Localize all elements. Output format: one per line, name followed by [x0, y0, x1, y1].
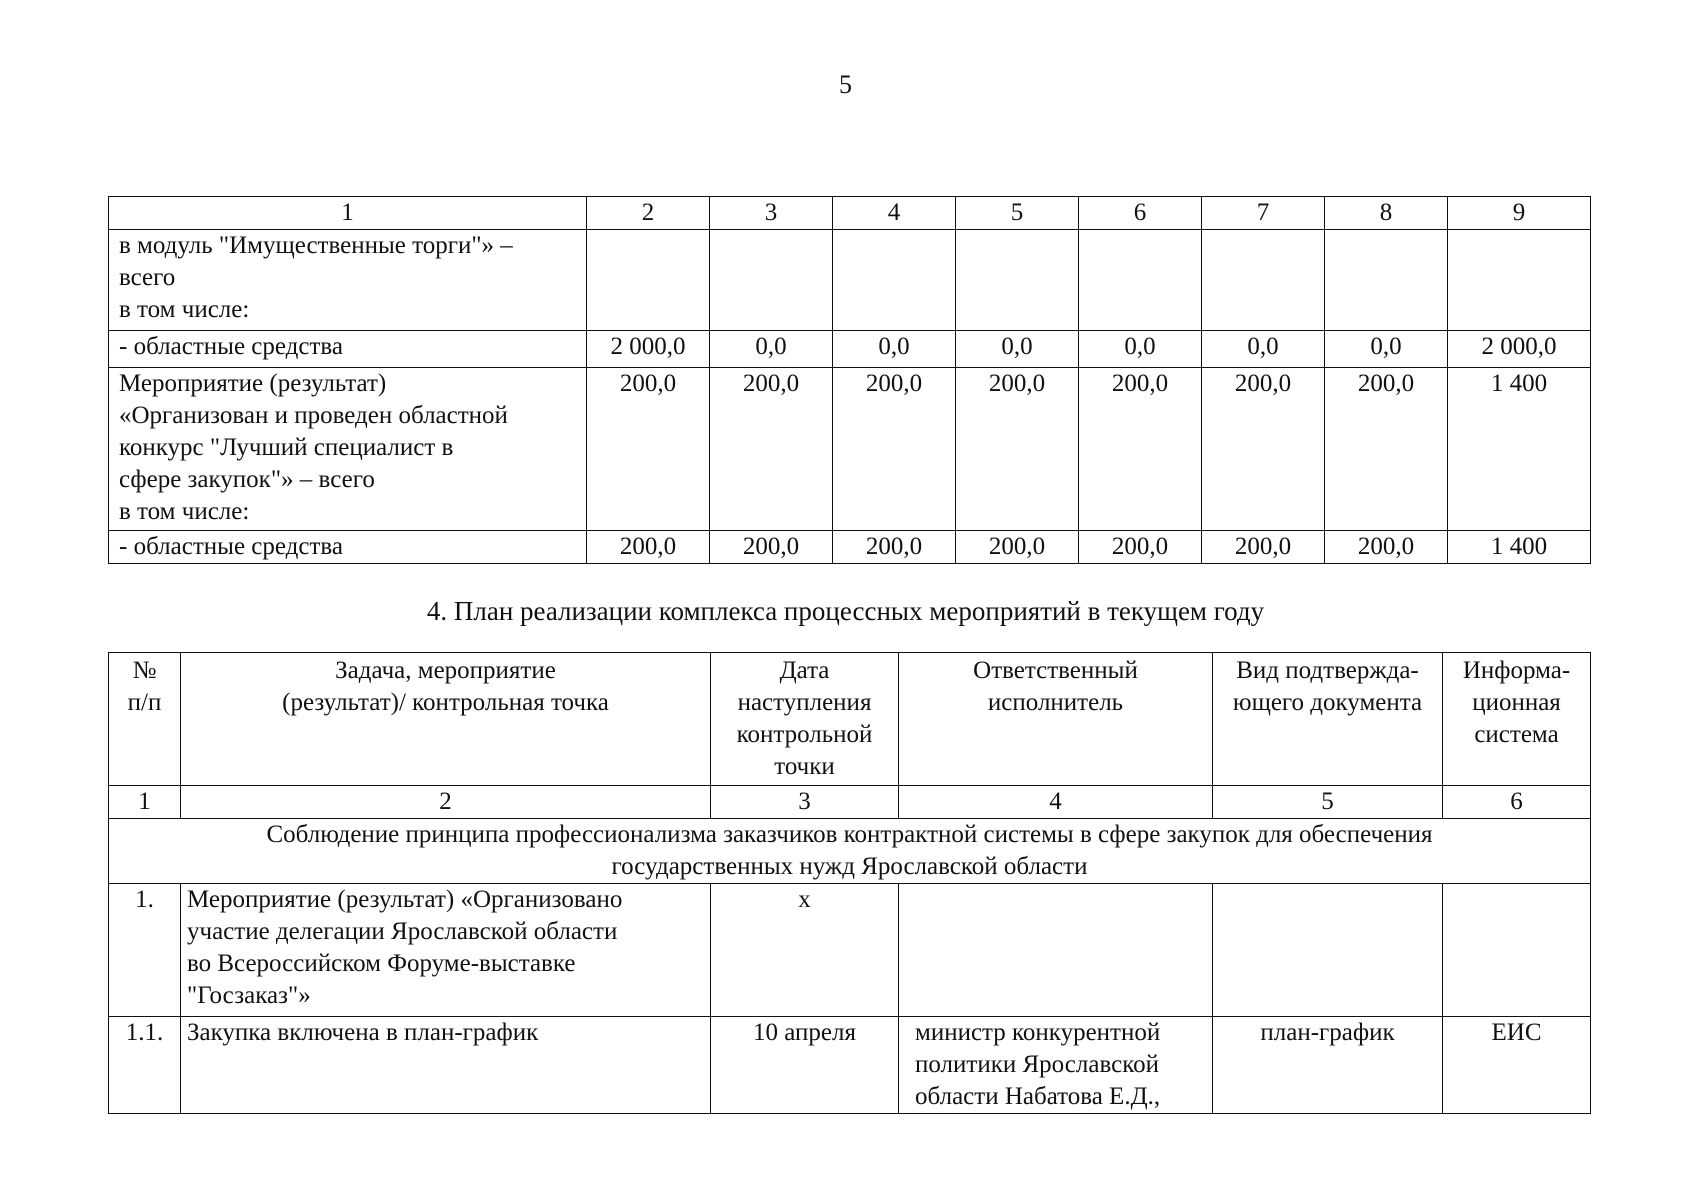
header-line: Задача, мероприятие	[335, 657, 556, 684]
header-line: исполнитель	[987, 689, 1124, 716]
section-line: государственных нужд Ярославской области	[611, 853, 1088, 880]
label-line: всего	[119, 264, 176, 291]
header-system	[1443, 653, 1591, 786]
budget-cell	[1448, 230, 1591, 331]
header-document	[1213, 653, 1443, 786]
row-number: 1.1.	[109, 1017, 181, 1114]
row-document	[1213, 884, 1443, 1017]
budget-cell	[1079, 230, 1202, 331]
label-line: - областные средства	[119, 533, 343, 560]
budget-cell: 2 000,0	[587, 331, 710, 368]
section-title: 4. План реализации комплекса процессных мероприятий в текущем году	[426, 596, 1265, 626]
budget-cell: 200,0	[1325, 531, 1448, 564]
header-task	[181, 653, 711, 786]
plan-row	[109, 884, 1591, 1017]
header-line: Ответственный	[973, 657, 1138, 684]
row-responsible	[899, 884, 1213, 1017]
plan-col-number: 3	[711, 786, 899, 819]
budget-col-number: 2	[587, 197, 710, 230]
plan-col-number: 2	[181, 786, 711, 819]
budget-row-label	[109, 230, 587, 331]
budget-cell: 0,0	[1202, 331, 1325, 368]
plan-column-number-row	[109, 786, 1591, 819]
budget-cell	[1325, 230, 1448, 331]
header-line: Вид подтвержда-	[1236, 657, 1419, 684]
label-line: - областные средства	[119, 333, 343, 360]
budget-cell: 1 400	[1448, 531, 1591, 564]
budget-cell	[956, 230, 1079, 331]
budget-cell: 200,0	[1079, 368, 1202, 531]
label-line: «Организован и проведен областной	[119, 402, 508, 429]
budget-cell: 1 400	[1448, 368, 1591, 531]
row-document: план-график	[1213, 1017, 1443, 1114]
budget-cell	[833, 230, 956, 331]
header-responsible	[899, 653, 1213, 786]
budget-row-label	[109, 368, 587, 531]
header-line: контрольной	[736, 721, 873, 748]
plan-row	[109, 1017, 1591, 1114]
label-line: конкурс "Лучший специалист в	[119, 434, 454, 461]
header-line: Дата	[779, 657, 830, 684]
budget-col-number: 6	[1079, 197, 1202, 230]
responsible-line: министр конкурентной	[915, 1019, 1161, 1046]
budget-col-number: 9	[1448, 197, 1591, 230]
budget-col-number: 8	[1325, 197, 1448, 230]
budget-cell: 200,0	[710, 368, 833, 531]
header-number	[109, 653, 181, 786]
budget-cell: 200,0	[833, 531, 956, 564]
budget-cell: 200,0	[1202, 368, 1325, 531]
budget-row-regional-funds	[109, 531, 1591, 564]
header-line: №	[132, 657, 157, 684]
task-line: Закупка включена в план-график	[187, 1019, 539, 1046]
budget-cell: 2 000,0	[1448, 331, 1591, 368]
header-line: ющего документа	[1232, 689, 1423, 716]
budget-cell: 200,0	[587, 531, 710, 564]
budget-cell: 200,0	[833, 368, 956, 531]
budget-cell	[1202, 230, 1325, 331]
label-line: Мероприятие (результат)	[119, 370, 387, 397]
label-line: в том числе:	[119, 296, 250, 323]
budget-cell: 0,0	[1325, 331, 1448, 368]
section-line: Соблюдение принципа профессионализма заказчиков контрактной системы в сфере закупок для обеспечения	[266, 821, 1433, 848]
budget-cell: 0,0	[833, 331, 956, 368]
task-line: участие делегации Ярославской области	[187, 918, 618, 945]
budget-cell: 200,0	[710, 531, 833, 564]
budget-cell	[710, 230, 833, 331]
budget-cell: 200,0	[956, 368, 1079, 531]
task-line: во Всероссийском Форуме-выставке	[187, 950, 576, 977]
label-line: сфере закупок"» – всего	[119, 466, 375, 493]
budget-cell: 200,0	[1202, 531, 1325, 564]
budget-col-number: 5	[956, 197, 1079, 230]
budget-cell: 0,0	[1079, 331, 1202, 368]
row-number: 1.	[109, 884, 181, 1017]
budget-col-number: 7	[1202, 197, 1325, 230]
header-line: система	[1474, 721, 1559, 748]
row-system: ЕИС	[1443, 1017, 1591, 1114]
row-task	[181, 884, 711, 1017]
header-line: Информа-	[1462, 657, 1571, 684]
budget-cell: 200,0	[1079, 531, 1202, 564]
budget-cell	[587, 230, 710, 331]
header-line: п/п	[127, 689, 162, 716]
row-task	[181, 1017, 711, 1114]
plan-section-row	[109, 819, 1591, 884]
page-number: 5	[839, 70, 852, 99]
row-responsible	[899, 1017, 1213, 1114]
header-date	[711, 653, 899, 786]
budget-row-regional-funds	[109, 331, 1591, 368]
plan-col-number: 4	[899, 786, 1213, 819]
row-date: х	[711, 884, 899, 1017]
row-date: 10 апреля	[711, 1017, 899, 1114]
budget-cell: 200,0	[1325, 368, 1448, 531]
plan-header-row	[109, 653, 1591, 786]
budget-header-row	[109, 197, 1591, 230]
budget-cell: 200,0	[587, 368, 710, 531]
budget-cell: 0,0	[710, 331, 833, 368]
budget-col-number: 1	[109, 197, 587, 230]
header-line: точки	[774, 753, 835, 780]
budget-row-label	[109, 331, 587, 368]
row-system	[1443, 884, 1591, 1017]
budget-cell: 0,0	[956, 331, 1079, 368]
plan-table	[108, 652, 1591, 1114]
budget-cell: 200,0	[956, 531, 1079, 564]
budget-table	[108, 196, 1591, 564]
budget-row-label	[109, 531, 587, 564]
task-line: Мероприятие (результат) «Организовано	[187, 886, 623, 913]
budget-row-contest-total	[109, 368, 1591, 531]
plan-col-number: 6	[1443, 786, 1591, 819]
header-line: (результат)/ контрольная точка	[282, 689, 609, 716]
responsible-line: области Набатова Е.Д.,	[915, 1083, 1161, 1110]
label-line: в модуль "Имущественные торги"» –	[119, 232, 513, 259]
label-line: в том числе:	[119, 498, 250, 525]
budget-col-number: 4	[833, 197, 956, 230]
budget-col-number: 3	[710, 197, 833, 230]
plan-col-number: 5	[1213, 786, 1443, 819]
task-line: "Госзаказ"»	[187, 982, 311, 1009]
header-line: наступления	[737, 689, 872, 716]
budget-row-module-total	[109, 230, 1591, 331]
plan-col-number: 1	[109, 786, 181, 819]
plan-section-heading	[109, 819, 1591, 884]
responsible-line: политики Ярославской	[915, 1051, 1159, 1078]
header-line: ционная	[1472, 689, 1561, 716]
